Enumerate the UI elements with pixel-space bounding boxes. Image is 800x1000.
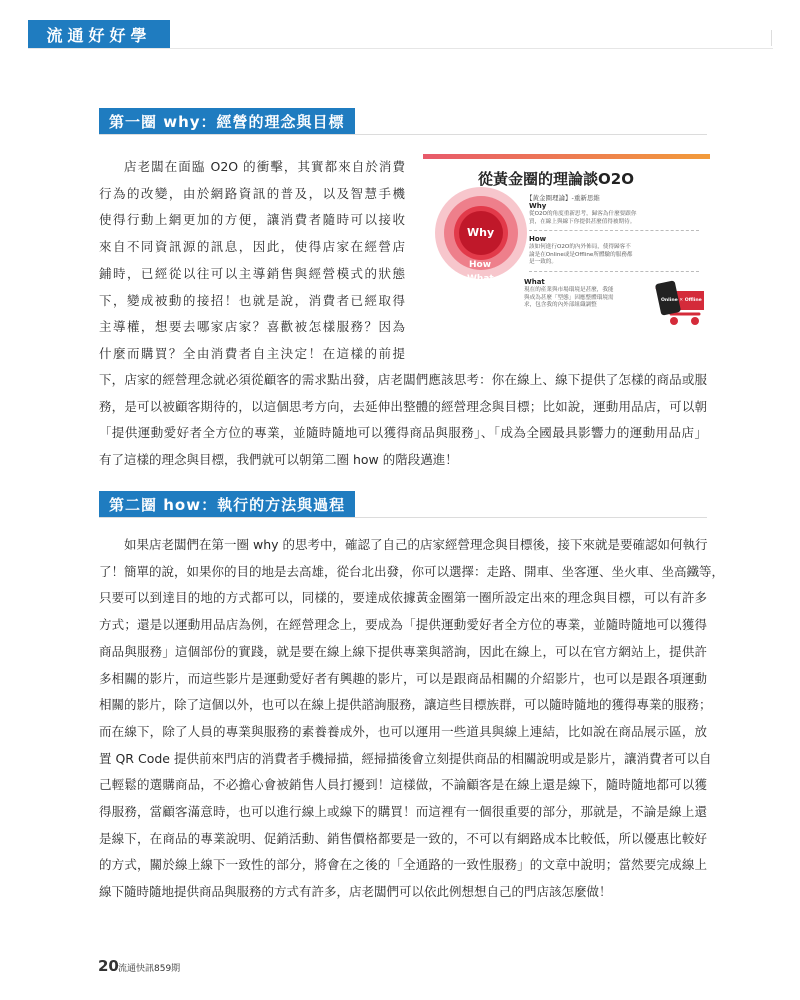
text-line: 來自不同資訊源的訊息，因此，使得店家在經營店 bbox=[99, 239, 405, 255]
text-line: 下，變成被動的接招！也就是說，消費者已經取得 bbox=[99, 292, 405, 308]
figure-top-band bbox=[423, 154, 710, 159]
section2-heading: 第二圈 how：執行的方法與過程 bbox=[99, 491, 355, 517]
text-line: 線下隨時隨地提供商品與服務的方式有許多，店老闆們可以依此例想想自己的門店該怎麼做！ bbox=[99, 884, 612, 900]
text-line: 而在線下，除了人員的專業與服務的素養養成外，也可以運用一些道具與線上連結，比如說在商品展示區，放 bbox=[99, 723, 707, 739]
header-tick bbox=[771, 30, 772, 46]
section1-narrow-paragraph bbox=[99, 154, 405, 368]
section1-heading: 第一圈 why：經營的理念與目標 bbox=[99, 108, 355, 134]
text-line: 多相關的影片，而這些影片是運動愛好者有興趣的影片，可以是跟商品相關的介紹影片，也可以是跟各項運動 bbox=[99, 670, 707, 686]
text-line: 方式；還是以運動用品店為例，在經營理念上，要成為「提供運動愛好者全方位的專業，並隨時隨地可以獲得 bbox=[99, 617, 707, 633]
text-line: 下，店家的經營理念就必須從顧客的需求點出發，店老闆們應該思考：你在線上、線下提供了怎樣的商品或服 bbox=[99, 372, 707, 387]
text-line: 行為的改變，由於網路資訊的普及，以及智慧手機 bbox=[99, 185, 405, 201]
how-block-label: How bbox=[529, 235, 547, 243]
text-line: 得服務，當顧客滿意時，也可以進行線上或線下的購買！而這裡有一個很重要的部分，那就是，不論是線上還 bbox=[99, 804, 707, 820]
text-line: 是一致的。 bbox=[529, 259, 557, 266]
text-line: 主導權，想要去哪家店家？喜歡被怎樣服務？因為 bbox=[99, 319, 405, 335]
page-number: 20 bbox=[98, 957, 119, 975]
text-line: 店老闆在面臨 O2O 的衝擊，其實都來自於消費 bbox=[124, 159, 405, 174]
text-line: 使得行動上網更加的方便，讓消費者隨時可以接收 bbox=[99, 212, 405, 228]
what-ring-label: What bbox=[467, 274, 494, 284]
section2-paragraph bbox=[99, 532, 725, 906]
why-block-label: Why bbox=[529, 202, 547, 210]
section-badge: 流通好好學 bbox=[28, 20, 170, 48]
figure-title: 從黃金圈的理論談O2O bbox=[478, 170, 634, 188]
what-block-text bbox=[524, 287, 614, 310]
figure-subtitle: 【黃金圈理論】-重新思維 bbox=[526, 194, 600, 202]
text-line: 是線下，在商品的專業說明、促銷活動、銷售價格都要是一致的，不可以有網路成本比較低，所以優惠比較好 bbox=[99, 830, 707, 846]
text-line: 什麼而購買？全由消費者自主決定！在這樣的前提 bbox=[99, 345, 405, 361]
why-block-text bbox=[529, 211, 636, 226]
text-line: 置 QR Code 提供前來門店的消費者手機掃描，經掃描後會立刻提供商品的相關說明或是影片，讓消費者可以自 bbox=[99, 750, 712, 766]
text-line: 求，包含我的內外部組織調整 bbox=[524, 302, 597, 309]
text-line: 只要可以到達目的地的方式都可以，同樣的，要達成依據黃金圈第一圈所設定出來的理念與目標，可以有許多 bbox=[99, 590, 707, 606]
text-line: 「提供運動愛好者全方位的專業，並隨時隨地可以獲得商品與服務」、「成為全國最具影響力的運動用品店」 bbox=[99, 425, 707, 441]
text-line: 商品與服務」這個部份的實踐，就是要在線上線下提供專業與諮詢，因此在線上，可以在官方網站上，提供許 bbox=[99, 643, 707, 659]
text-line: 鋪時，已經從以往可以主導銷售與經營模式的狀態 bbox=[99, 265, 405, 281]
golden-circle-figure bbox=[423, 154, 710, 330]
section2-divider bbox=[99, 517, 707, 518]
text-line: 該如何進行O2O的內外佈局，使得歸客不 bbox=[529, 244, 631, 250]
text-line: 如果店老闆們在第一圈 why 的思考中，確認了自己的店家經營理念與目標後，接下來就是要確認如何執行 bbox=[124, 537, 708, 552]
text-line: 的方式，關於線上線下一致性的部分，將會在之後的「全通路的一致性服務」的文章中說明；當然要完成線上 bbox=[99, 857, 707, 873]
why-block-divider bbox=[529, 230, 699, 231]
text-line: 論是在Online或是Offline所體驗的服務都 bbox=[529, 251, 633, 258]
text-line: 務，是可以被顧客期待的，以這個思考方向，去延伸出整體的經營理念與目標；比如說，運動用品店，可以朝 bbox=[99, 398, 707, 414]
section1-divider bbox=[99, 134, 707, 135]
how-block-text bbox=[529, 244, 633, 267]
section1-wide-paragraph bbox=[99, 367, 707, 474]
icon-caption: Online ✕ Offline bbox=[661, 298, 702, 303]
text-line: 現在的產業與市場環境是甚麼，我能 bbox=[524, 287, 614, 293]
text-line: 有了這樣的理念與目標，我們就可以朝第二圈 how 的階段邁進！ bbox=[99, 452, 458, 468]
why-ring-label: Why bbox=[467, 226, 495, 239]
what-block-label: What bbox=[524, 278, 545, 286]
header-divider bbox=[28, 48, 773, 49]
text-line: 從O2O的角度重新思考，歸客為什麼要跟你 bbox=[529, 211, 637, 217]
text-line: 與成為甚麼「型態」因應整體環境需 bbox=[524, 294, 614, 301]
text-line: 己輕鬆的選購商品，不必擔心會被銷售人員打擾到！這樣做，不論顧客是在線上還是線下，隨時隨地都可以獲 bbox=[99, 777, 707, 793]
how-ring-label: How bbox=[469, 260, 492, 270]
text-line: 了！簡單的說，如果你的目的地是去高雄，從台北出發，你可以選擇：走路、開車、坐客運、坐火車、坐高鐵等， bbox=[99, 563, 725, 579]
publication-name: 流通快訊859期 bbox=[118, 964, 181, 974]
text-line: 買，在線上與線下你提供甚麼值得被期待。 bbox=[529, 218, 636, 225]
how-block-divider bbox=[529, 271, 699, 272]
text-line: 相關的影片，除了這個以外，也可以在線上提供諮詢服務，讓這些目標族群，可以隨時隨地的獲得專業的服務； bbox=[99, 697, 712, 713]
